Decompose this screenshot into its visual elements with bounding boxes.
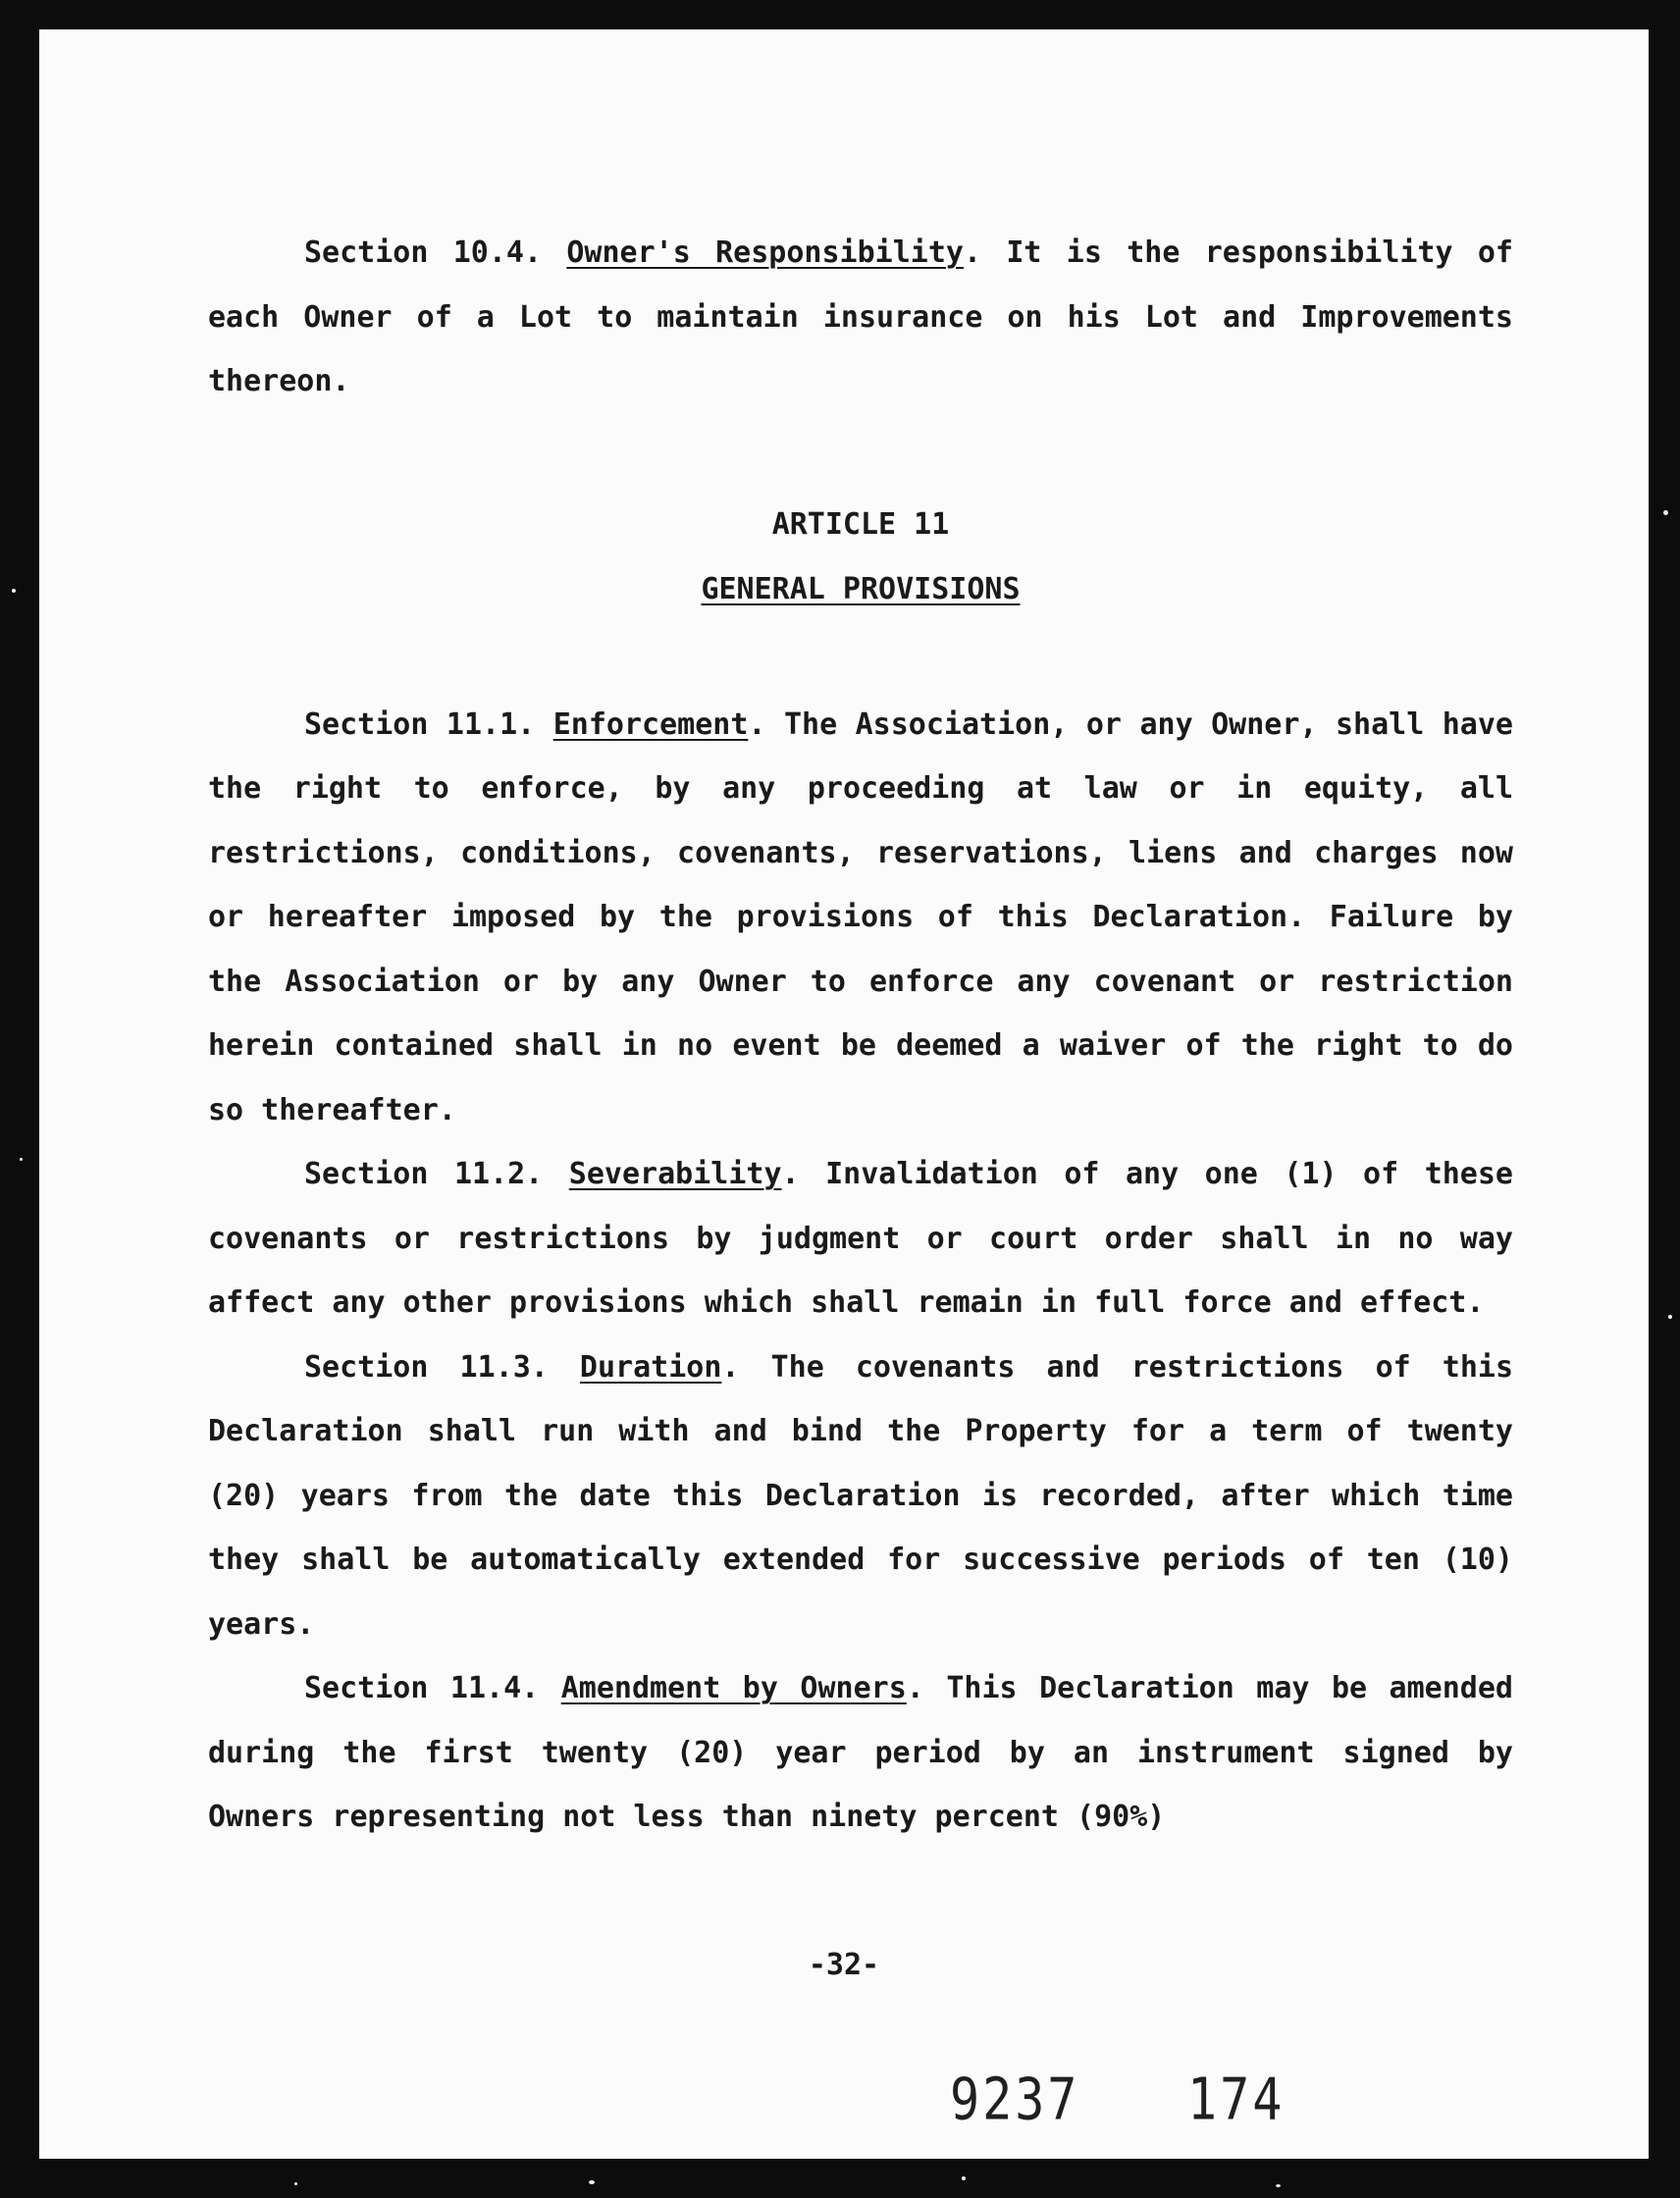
recording-stamp-page: 174 bbox=[1187, 2066, 1286, 2133]
section-body: It is the responsibility of each Owner of a Lot to maintain insurance on his Lot and Improvements thereon. bbox=[208, 236, 1513, 398]
article-title-line bbox=[208, 557, 1513, 622]
section-body: The Association, or any Owner, shall have the right to enforce, by any proceeding at law or in equity, all restrictions, conditions, covenants, reservations, liens and charges now or hereafter imposed by the provisions of this Declaration. Failure by the Association or by any Owner to enforce any covenant or restriction herein contained shall in no event be deemed a waiver of the right to do so thereafter. bbox=[208, 706, 1513, 1127]
section-body: This Declaration may be amended during the first twenty (20) year period by an instrument signed by Owners representing not less than ninety percent (90%) bbox=[208, 1671, 1513, 1834]
section-number: Section 11.2. bbox=[304, 1157, 544, 1191]
scan-speck bbox=[20, 1158, 23, 1161]
section-number: Section 11.3. bbox=[304, 1349, 549, 1385]
scan-speck bbox=[1668, 1315, 1672, 1319]
section-title: Enforcement bbox=[552, 706, 749, 742]
scan-speck bbox=[1663, 510, 1668, 515]
scan-speck bbox=[294, 2182, 297, 2185]
section-11-3: Section 11.3. Duration. The covenants and restrictions of this Declaration shall run with and bind the Property for a term of twenty (20) years from the date this Declaration is recorded, after which time they shall be automatically extended for successive periods of ten (10) years. bbox=[208, 1349, 1514, 1642]
section-title: Owner's Responsibility bbox=[566, 236, 964, 270]
section-body: The covenants and restrictions of this Declaration shall run with and bind the Property for a term of twenty (20) years from the date this Declaration is recorded, after which time they shall be automatically extended for successive periods of ten (10) years. bbox=[208, 1349, 1514, 1642]
article-heading: ARTICLE 11 bbox=[771, 506, 950, 542]
section-body: Invalidation of any one (1) of these covenants or restrictions by judgment or court order shall in no way affect any other provisions which shall remain in full force and effect. bbox=[208, 1157, 1513, 1320]
section-number: Section 11.4. bbox=[304, 1671, 540, 1705]
section-11-4: Section 11.4. Amendment by Owners. This Declaration may be amended during the first twenty (20) year period by an instrument signed by Owners representing not less than ninety percent (90%) bbox=[208, 1671, 1513, 1834]
section-number: Section 10.4. bbox=[304, 236, 543, 270]
section-11-2: Section 11.2. Severability. Invalidation of any one (1) of these covenants or restrictions by judgment or court order shall in no way affect any other provisions which shall remain in full force and effect. bbox=[208, 1157, 1513, 1320]
section-11-1: Section 11.1. Enforcement. The Association, or any Owner, shall have the right to enforce, by any proceeding at law or in equity, all restrictions, conditions, covenants, reservations, liens and charges now or hereafter imposed by the provisions of this Declaration. Failure by the Association or by any Owner to enforce any covenant or restriction herein contained shall in no event be deemed a waiver of the right to do so thereafter. bbox=[208, 706, 1513, 1127]
article-title: GENERAL PROVISIONS bbox=[701, 571, 1021, 606]
section-title: Duration bbox=[579, 1349, 722, 1385]
document-page bbox=[39, 29, 1649, 2159]
scan-speck bbox=[962, 2176, 966, 2180]
scan-speck bbox=[589, 2180, 595, 2184]
section-title: Amendment by Owners bbox=[560, 1671, 907, 1705]
recording-stamp-book: 9237 bbox=[950, 2066, 1080, 2133]
section-title: Severability bbox=[568, 1157, 782, 1191]
scan-speck bbox=[12, 589, 16, 593]
section-10-4: Section 10.4. Owner's Responsibility. It is the responsibility of each Owner of a Lot to maintain insurance on his Lot and Improvements thereon. bbox=[208, 236, 1513, 398]
page-number: -32- bbox=[808, 1948, 880, 1982]
scan-speck bbox=[1276, 2184, 1281, 2187]
section-number: Section 11.1. bbox=[304, 706, 536, 742]
document-body bbox=[208, 221, 1513, 1850]
